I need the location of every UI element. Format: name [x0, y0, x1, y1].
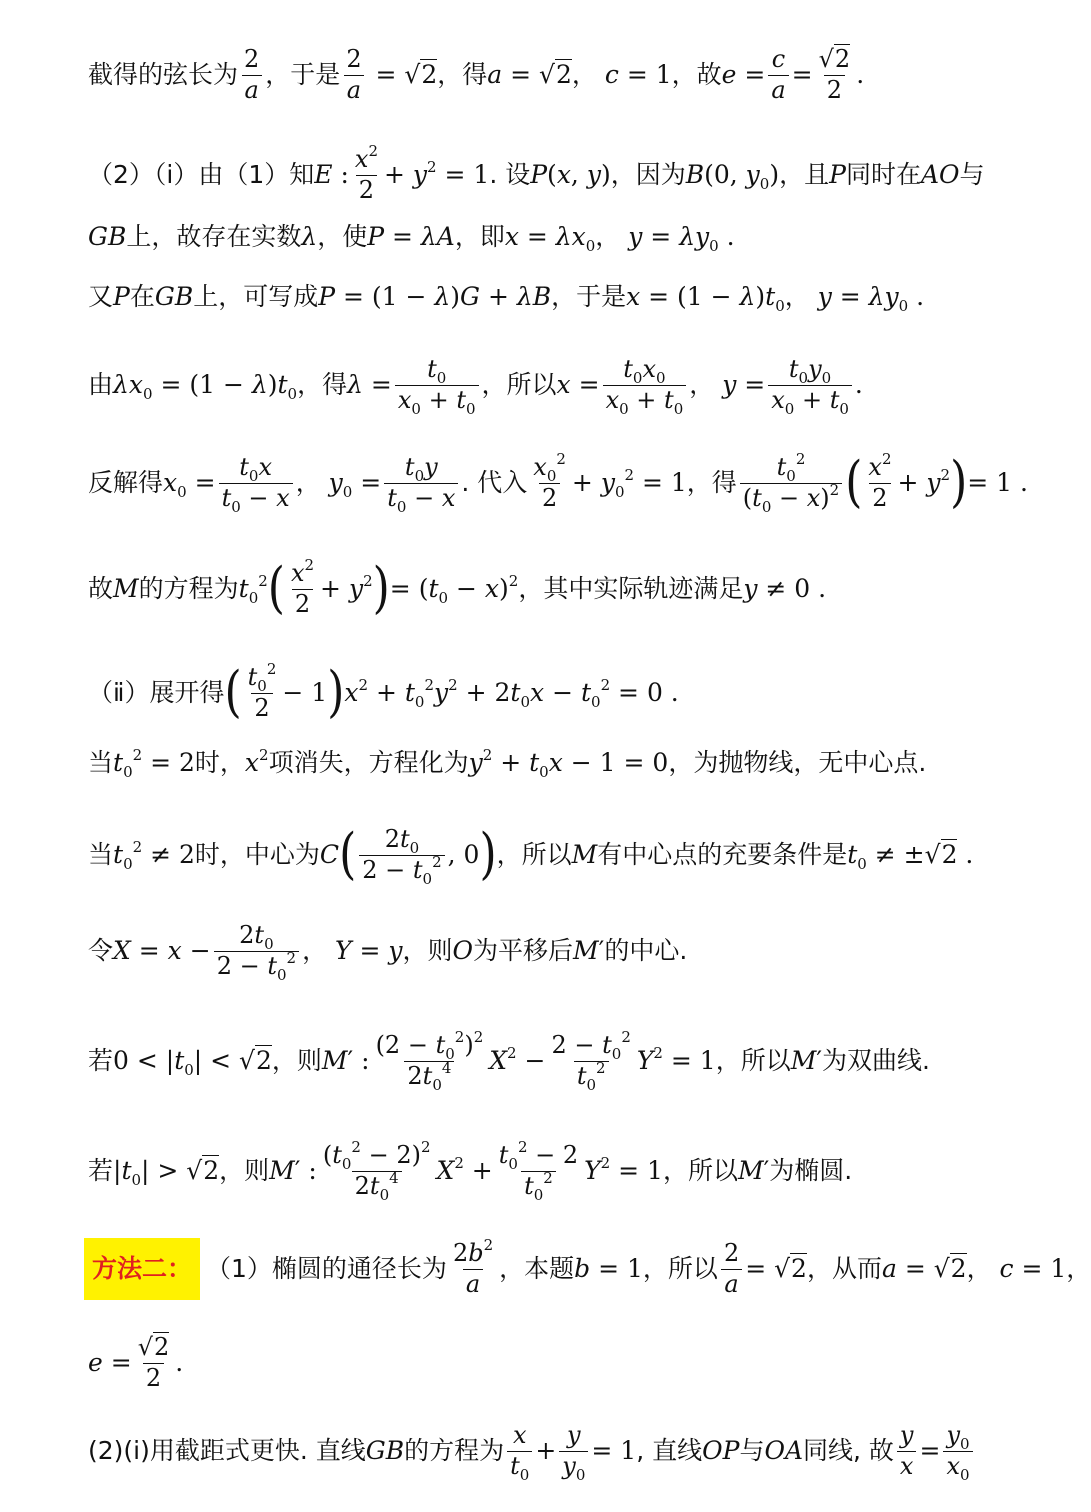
text: ，其中实际轨迹满足	[518, 574, 744, 604]
text: 时，中心为	[194, 840, 320, 870]
math: C	[319, 840, 340, 870]
math: λ	[301, 222, 318, 251]
fraction: $\frac{x_0^2}{2}$	[533, 450, 566, 512]
math: ， y =	[689, 370, 766, 400]
text: ，从而	[806, 1254, 882, 1283]
text: 若	[88, 1156, 114, 1186]
text: ，所以	[481, 370, 557, 400]
fraction: $\frac{t_0y}{t_0 - x}$	[384, 454, 458, 512]
text: 截得的弦长为	[88, 60, 239, 90]
math: M′	[573, 936, 605, 966]
math: a = √2	[881, 1254, 967, 1283]
fraction: $\frac{x^2}{2}$	[354, 142, 378, 204]
text: ，则	[219, 1156, 270, 1186]
math: − 1	[282, 678, 328, 708]
math: e =	[721, 60, 766, 90]
math: =	[919, 1436, 941, 1466]
math: + $y^2 = 1$	[383, 158, 490, 190]
line-13	[88, 1138, 1052, 1204]
line-2	[88, 142, 1052, 204]
math: $x = \lambda x_0$， $y = \lambda y_0$ .	[504, 222, 735, 255]
text: 有中心点的充要条件是	[597, 840, 848, 870]
math: + $y^2$	[320, 572, 373, 604]
math: =	[791, 60, 813, 90]
text: 的方程为	[138, 574, 239, 604]
text: ，本题	[499, 1254, 575, 1283]
math: , 0	[447, 840, 480, 870]
math: GB	[365, 1436, 405, 1466]
math: $t_0^2 \ne 2$	[113, 838, 195, 874]
math: +	[535, 1436, 557, 1466]
text: 的中心.	[604, 936, 688, 966]
text: 同时在	[845, 160, 921, 190]
math: λ =	[347, 370, 392, 400]
text: ，所以	[642, 1254, 718, 1283]
text: 故	[88, 574, 114, 604]
fraction: $\frac{t_0}{x_0 + t_0}$	[395, 356, 479, 414]
math: $x = (1 - \lambda)t_0$， $y = \lambda y_0$ .	[626, 282, 925, 315]
text: ，且	[779, 160, 830, 190]
text: ，使	[317, 222, 368, 251]
line-10: 当 $t_0^2 \ne 2$ 时，中心为 C ( $\frac{2t_0}{2 - t_0^2}$ , 0 ) ，所以 M 有中心点的充要条件是 $t_0 \ne \pm√2$ .	[88, 822, 974, 888]
math: = √2	[367, 60, 438, 90]
text: 上，故存在实数	[126, 222, 302, 251]
math: P = (1 − λ)G + λB	[318, 282, 552, 311]
math: O	[452, 936, 474, 966]
math: $Y^2 = 1$	[636, 1044, 716, 1076]
text: 反解得	[88, 468, 164, 498]
math: .	[856, 60, 865, 90]
math: $y^2 + t_0x - 1 = 0$	[468, 746, 669, 781]
text: ，即	[454, 222, 505, 251]
math: $x^2 + t_0^2y^2 + 2t_0x - t_0^2 = 0$ .	[344, 676, 679, 712]
line-4	[88, 280, 1052, 314]
text: ，因为	[610, 160, 686, 190]
math: $|t_0| > √2$	[113, 1156, 220, 1190]
text: 与	[739, 1436, 765, 1466]
text: ，得	[437, 60, 488, 90]
math: M′	[790, 1046, 823, 1076]
text: 又	[88, 282, 114, 311]
math: x =	[556, 370, 600, 400]
line-1	[88, 46, 1052, 104]
text: 为椭圆.	[769, 1156, 853, 1186]
fraction: $\frac{2}{a}$	[241, 46, 262, 104]
fraction: $\frac{2}{a}$	[721, 1240, 742, 1298]
fraction: $\frac{t_0x_0}{x_0 + t_0}$	[603, 356, 687, 414]
text: ，	[571, 60, 597, 90]
math: = √2	[745, 1254, 807, 1283]
text: 的方程为	[404, 1436, 505, 1466]
text: . 设	[489, 160, 531, 190]
fraction: $\frac{t_0y_0}{x_0 + t_0}$	[768, 356, 852, 414]
fraction: $\frac{t_0^2 - 2}{t_0^2}$	[498, 1138, 579, 1204]
math: $x^2$	[244, 746, 269, 777]
fraction: $\frac{x}{t_0}$	[507, 1422, 532, 1480]
math: M	[571, 840, 598, 870]
math: GB	[88, 222, 127, 251]
fraction: $\frac{t_0^2}{(t_0 - x)^2}$	[740, 454, 842, 512]
math: M′ :	[269, 1156, 317, 1186]
text: 当	[88, 748, 114, 777]
line-15	[88, 1334, 1052, 1392]
line-16	[88, 1421, 1052, 1484]
fraction: $\frac{√2}{2}$	[137, 1333, 170, 1392]
math: P	[829, 160, 846, 190]
text: 为平移后	[473, 936, 574, 966]
line-12	[88, 1028, 1052, 1094]
math: OA	[764, 1436, 804, 1466]
math: ， Y = y	[302, 936, 403, 966]
fraction: $\frac{√2}{2}$	[818, 45, 851, 104]
text: 项消失，方程化为	[268, 748, 469, 777]
text: ，为抛物线，无中心点.	[668, 748, 927, 777]
math: c = 1，	[999, 1254, 1091, 1283]
fraction: $\frac{y}{x}$	[897, 1422, 917, 1480]
text: ，得	[686, 468, 737, 498]
math: M′ :	[321, 1046, 370, 1076]
fraction: $\frac{2t_0}{2 - t_0^2}$	[359, 826, 444, 884]
fraction: $\frac{t_0^2}{2}$	[247, 660, 277, 722]
line-7: 故 M 的方程为 $t_0^2$ ( $\frac{x^2}{2}$ + $y^2$ ) = $(t_0 - x)^2$ ，其中实际轨迹满足 y ≠ 0 .	[88, 556, 827, 621]
fraction: $\frac{c}{a}$	[768, 46, 788, 104]
fraction: $\frac{2}{a}$	[343, 46, 364, 104]
text: ，则	[402, 936, 453, 966]
math: B(0, $y_0$)	[685, 160, 780, 194]
math: GB	[154, 282, 194, 311]
text: ，于是	[265, 60, 341, 90]
method-two-badge: 方法二：	[84, 1238, 200, 1300]
math: $0 < |t_0| < √2$	[113, 1046, 272, 1080]
math: + $y^2$	[897, 466, 951, 498]
math: AO	[920, 160, 960, 190]
fraction: $\frac{2t_0}{2 - t_0^2}$	[214, 922, 299, 980]
math: c = 1	[604, 60, 672, 90]
text: ，所以	[662, 1156, 738, 1186]
text: ，故	[671, 60, 722, 90]
text: （1）椭圆的通径长为	[206, 1254, 447, 1283]
math: = 1 .	[967, 468, 1028, 498]
math: X = x −	[113, 936, 211, 966]
line-3	[88, 220, 1052, 254]
text: 令	[88, 936, 114, 966]
math: b = 1	[574, 1254, 643, 1283]
text: ，	[966, 1254, 992, 1283]
line-6: 反解得 $x_0$ = $\frac{t_0x}{t_0 - x}$ ， $y_0$ = $\frac{t_0y}{t_0 - x}$ . 代入 $\frac{x_0^2}{2}$ + $y_0^2 = 1$ ，得 $\frac{t_0^2}{(t_0 - x)^2}$ ( $\frac{x^2}{2}$ + $y^2$ ) = 1 .	[88, 450, 1028, 516]
text: . 代入	[461, 468, 528, 498]
line-9	[88, 746, 1052, 780]
text: ，于是	[551, 282, 627, 311]
math: $t_0 \ne \pm√2$ .	[847, 840, 974, 874]
math: E :	[314, 160, 349, 190]
math: P	[113, 282, 130, 311]
fraction: $\frac{2 - t_0^2}{t_0^2}$	[551, 1028, 631, 1094]
text: 由	[88, 370, 114, 400]
math: P(x, y)	[530, 160, 611, 190]
math: $\lambda x_0 = (1 - \lambda)t_0$	[113, 370, 298, 404]
text: 时，	[194, 748, 245, 777]
text: 在	[129, 282, 155, 311]
text: ，所以	[496, 840, 572, 870]
text: (2)(ⅰ)用截距式更快. 直线	[88, 1436, 366, 1466]
text: 当	[88, 840, 114, 870]
math: $X^2$ +	[436, 1154, 493, 1186]
line-14	[88, 1235, 1091, 1300]
math: $x_0$ =	[163, 468, 216, 502]
math: $t_0^2$	[238, 572, 268, 608]
text: 同线, 故	[803, 1436, 894, 1466]
text: 若	[88, 1046, 114, 1076]
math: + $y_0^2 = 1$	[571, 466, 687, 502]
fraction: $\frac{2b^2}{a}$	[452, 1235, 494, 1298]
math: ， $y_0$ =	[295, 468, 382, 502]
text: 为双曲线.	[822, 1046, 930, 1076]
math: $Y^2 = 1$	[584, 1154, 663, 1186]
math: e =	[88, 1348, 132, 1378]
math: M	[113, 574, 139, 604]
text: （2）（ⅰ）由（1）知	[88, 160, 315, 190]
line-8: （ⅱ）展开得 ( $\frac{t_0^2}{2}$ − 1 ) $x^2 + t_0^2y^2 + 2t_0x - t_0^2 = 0$ .	[88, 660, 679, 725]
text: ，得	[297, 370, 348, 400]
fraction: $\frac{y}{y_0}$	[559, 1422, 588, 1480]
fraction: $\frac{(2 - t_0^2)^2}{2t_0^4}$	[375, 1028, 484, 1094]
fraction: $\frac{x^2}{2}$	[290, 556, 315, 618]
math: y ≠ 0 .	[743, 574, 827, 604]
math: .	[854, 370, 863, 400]
math: P = λA	[367, 222, 455, 251]
text: 与	[959, 160, 985, 190]
text: （ⅱ）展开得	[88, 678, 225, 708]
math: = 1	[591, 1436, 637, 1466]
line-5	[88, 355, 1052, 418]
text: 上，可写成	[193, 282, 319, 311]
text: , 直线	[636, 1436, 703, 1466]
text: ，则	[271, 1046, 322, 1076]
fraction: $\frac{(t_0^2 - 2)^2}{2t_0^4}$	[322, 1138, 431, 1204]
fraction: $\frac{x^2}{2}$	[868, 450, 892, 512]
math: OP	[702, 1436, 740, 1466]
math: .	[175, 1348, 184, 1378]
math: = $(t_0 - x)^2$	[389, 572, 519, 608]
math: $X^2$ −	[489, 1044, 546, 1076]
fraction: $\frac{t_0x}{t_0 - x}$	[219, 454, 293, 512]
line-11	[88, 921, 1052, 984]
fraction: $\frac{y_0}{x_0}$	[943, 1422, 972, 1480]
math: M′	[737, 1156, 770, 1186]
math: a = √2	[487, 60, 572, 90]
text: ，所以	[715, 1046, 791, 1076]
math: $t_0^2 = 2$	[113, 746, 195, 781]
